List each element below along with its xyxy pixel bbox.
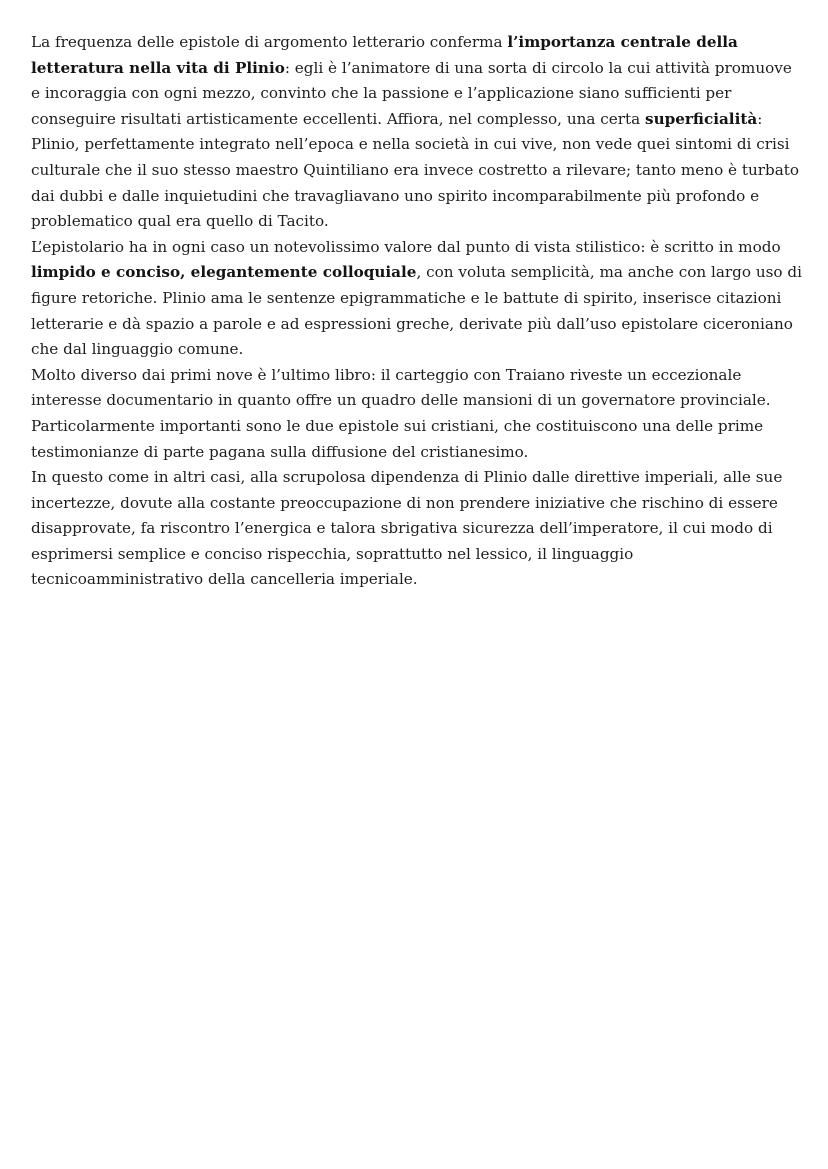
paragraph-cristiani [31,414,805,465]
text-segment: Molto diverso dai primi nove è l’ultimo libro: il carteggio con Traiano riveste un eccezionale interesse documentario in quanto offre un quadro delle mansioni di un governatore provinciale. [31,365,771,410]
text-segment: La frequenza delle epistole di argomento letterario conferma [31,33,508,51]
text-segment: : Plinio, perfettamente integrato nell’epoca e nella società in cui vive, non vede quei sintomi di crisi culturale che il suo stesso maestro Quintiliano era invece costretto a rilevare; tanto meno è turbato dai dubbi e dalle inquietudini che travagliavano uno spirito incomparabilmente più profondo e problematico qual era quello di Tacito. [31,109,800,231]
bold-phrase-limpido-conciso: limpido e conciso, elegantemente colloquiale [31,263,417,282]
document-body [31,30,805,593]
paragraph-ultimo-libro [31,363,805,414]
text-segment: L’epistolario ha in ogni caso un notevolissimo valore dal punto di vista stilistico: è scritto in modo [31,237,781,256]
text-segment: In questo come in altri casi, alla scrupolosa dipendenza di Plinio dalle direttive imperiali, alle sue incertezze, dovute alla costante preoccupazione di non prendere iniziative che rischino di essere disapprovate, fa riscontro l’energica e talora sbrigativa sicurezza dell’imperatore, il cui modo di esprimersi semplice e conciso rispecchia, soprattutto nel lessico, il linguaggio tecnicoamministrativo della cancelleria imperiale. [31,468,783,589]
text-segment: Particolarmente importanti sono le due epistole sui cristiani, che costituiscono una delle prime testimonianze di parte pagana sulla diffusione del cristianesimo. [31,416,764,461]
paragraph-stile [31,235,805,363]
bold-phrase-superficialita: superficialità [645,109,758,128]
bold-phrase-importanza-letteratura: l’importanza centrale della letteratura nella vita di Plinio [31,33,738,77]
paragraph-imperatore [31,465,805,593]
text-segment: : egli è l’animatore di una sorta di circolo la cui attività promuove e incoraggia con ogni mezzo, convinto che la passione e l’applicazione siano sufficienti per conseguire risultati artisticamente eccellenti. Affiora, nel complesso, una certa [31,58,792,128]
text-segment: , con voluta semplicità, ma anche con largo uso di figure retoriche. Plinio ama le sentenze epigrammatiche e le battute di spirito, inserisce citazioni letterarie e dà spazio a parole e ad espressioni greche, derivate più dall’uso epistolare ciceroniano che dal linguaggio comune. [31,263,802,359]
paragraph-letteratura [31,30,805,235]
